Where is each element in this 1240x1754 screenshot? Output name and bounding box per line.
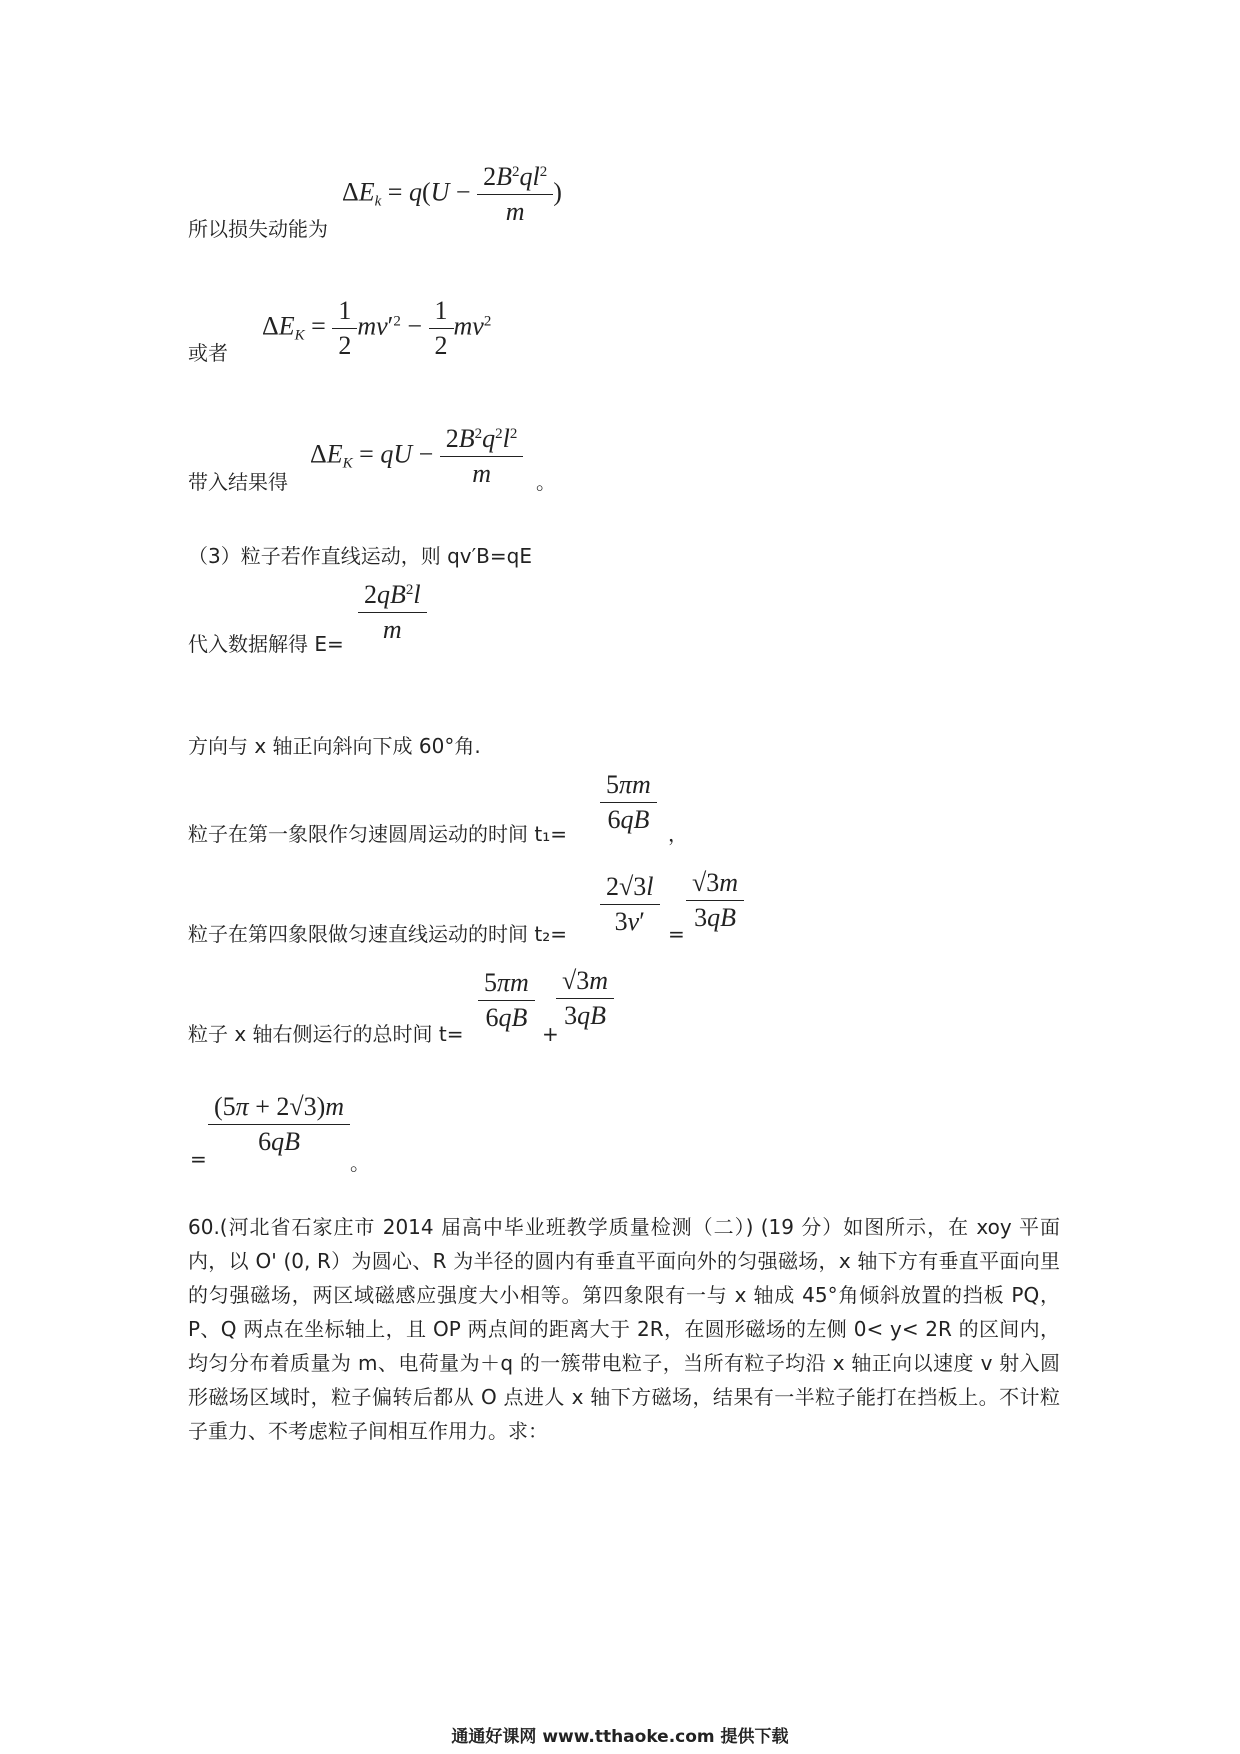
formula-7: $\frac{5\pi m}{6qB}$ <box>600 770 657 835</box>
problem-60-text: 60.(河北省石家庄市 2014 届高中毕业班教学质量检测（二）) (19 分）如图所示，在 xoy 平面内，以 O' (0, R）为圆心、R 为半径的圆内有垂直平面向外的匀强磁场，x 轴下方有垂直平面向里的匀强磁场，两区域磁感应强度大小相等。第四象限有一与 x 轴成 45°角倾斜放置的挡板 PQ，P、Q 两点在坐标轴上，且 OP 两点间的距离大于 2R，在圆形磁场的左侧 0< y< 2R 的区间内，均匀分布着质量为 m、电荷量为＋q 的一簇带电粒子，当所有粒子均沿 x 轴正向以速度 v 射入圆形磁场区域时，粒子偏转后都从 O 点进人 x 轴下方磁场，结果有一半粒子能打在挡板上。不计粒子重力、不考虑粒子间相互作用力。求： <box>188 1215 1060 1443</box>
line-3-label: 带入结果得 <box>188 470 288 494</box>
line-8-eq: = <box>668 922 685 946</box>
line-8-label: 粒子在第四象限做匀速直线运动的时间 t₂= <box>188 922 567 946</box>
line-10-tail: 。 <box>350 1151 370 1175</box>
formula-1: $\Delta E_k = q(U$ − $\frac{2B^2ql^2}{m}$ ) <box>342 162 562 226</box>
line-9-label: 粒子 x 轴右侧运行的总时间 t= <box>188 1022 464 1046</box>
formula-3: $\Delta E_K$ = qU − $\frac{2B^2q^2l^2}{m}$ <box>310 424 523 489</box>
line-4-text: （3）粒子若作直线运动，则 qv′B=qE <box>188 544 532 568</box>
line-2-label: 或者 <box>188 341 228 365</box>
line-3-tail: 。 <box>536 470 556 494</box>
page-footer: 通通好课网 www.tthaoke.com 提供下载 <box>451 1727 789 1747</box>
formula-2: $\Delta E_K$ = $\frac{1}{2}$ $mv'^2$ − $\frac{1}{2}$ $mv^2$ <box>262 296 492 360</box>
line-1-label: 所以损失动能为 <box>188 217 328 241</box>
formula-9a: $\frac{5\pi m}{6qB}$ <box>478 968 535 1033</box>
formula-10: $\frac{(5\pi + 2√3)m}{6qB}$ <box>208 1092 350 1157</box>
line-5-label: 代入数据解得 E= <box>188 632 344 656</box>
line-6-text: 方向与 x 轴正向斜向下成 60°角. <box>188 734 481 758</box>
line-9-plus: + <box>542 1022 559 1046</box>
line-10-eq: = <box>190 1147 207 1171</box>
formula-9b: $\frac{√3m}{3qB}$ <box>556 966 614 1031</box>
line-7-tail: ， <box>668 822 688 846</box>
formula-8a: $\frac{2√3l}{3v'}$ <box>600 872 660 937</box>
formula-5: $\frac{2qB^2l}{m}$ <box>358 580 427 645</box>
line-7-label: 粒子在第一象限作匀速圆周运动的时间 t₁= <box>188 822 567 846</box>
formula-8b: $\frac{√3m}{3qB}$ <box>686 868 744 933</box>
